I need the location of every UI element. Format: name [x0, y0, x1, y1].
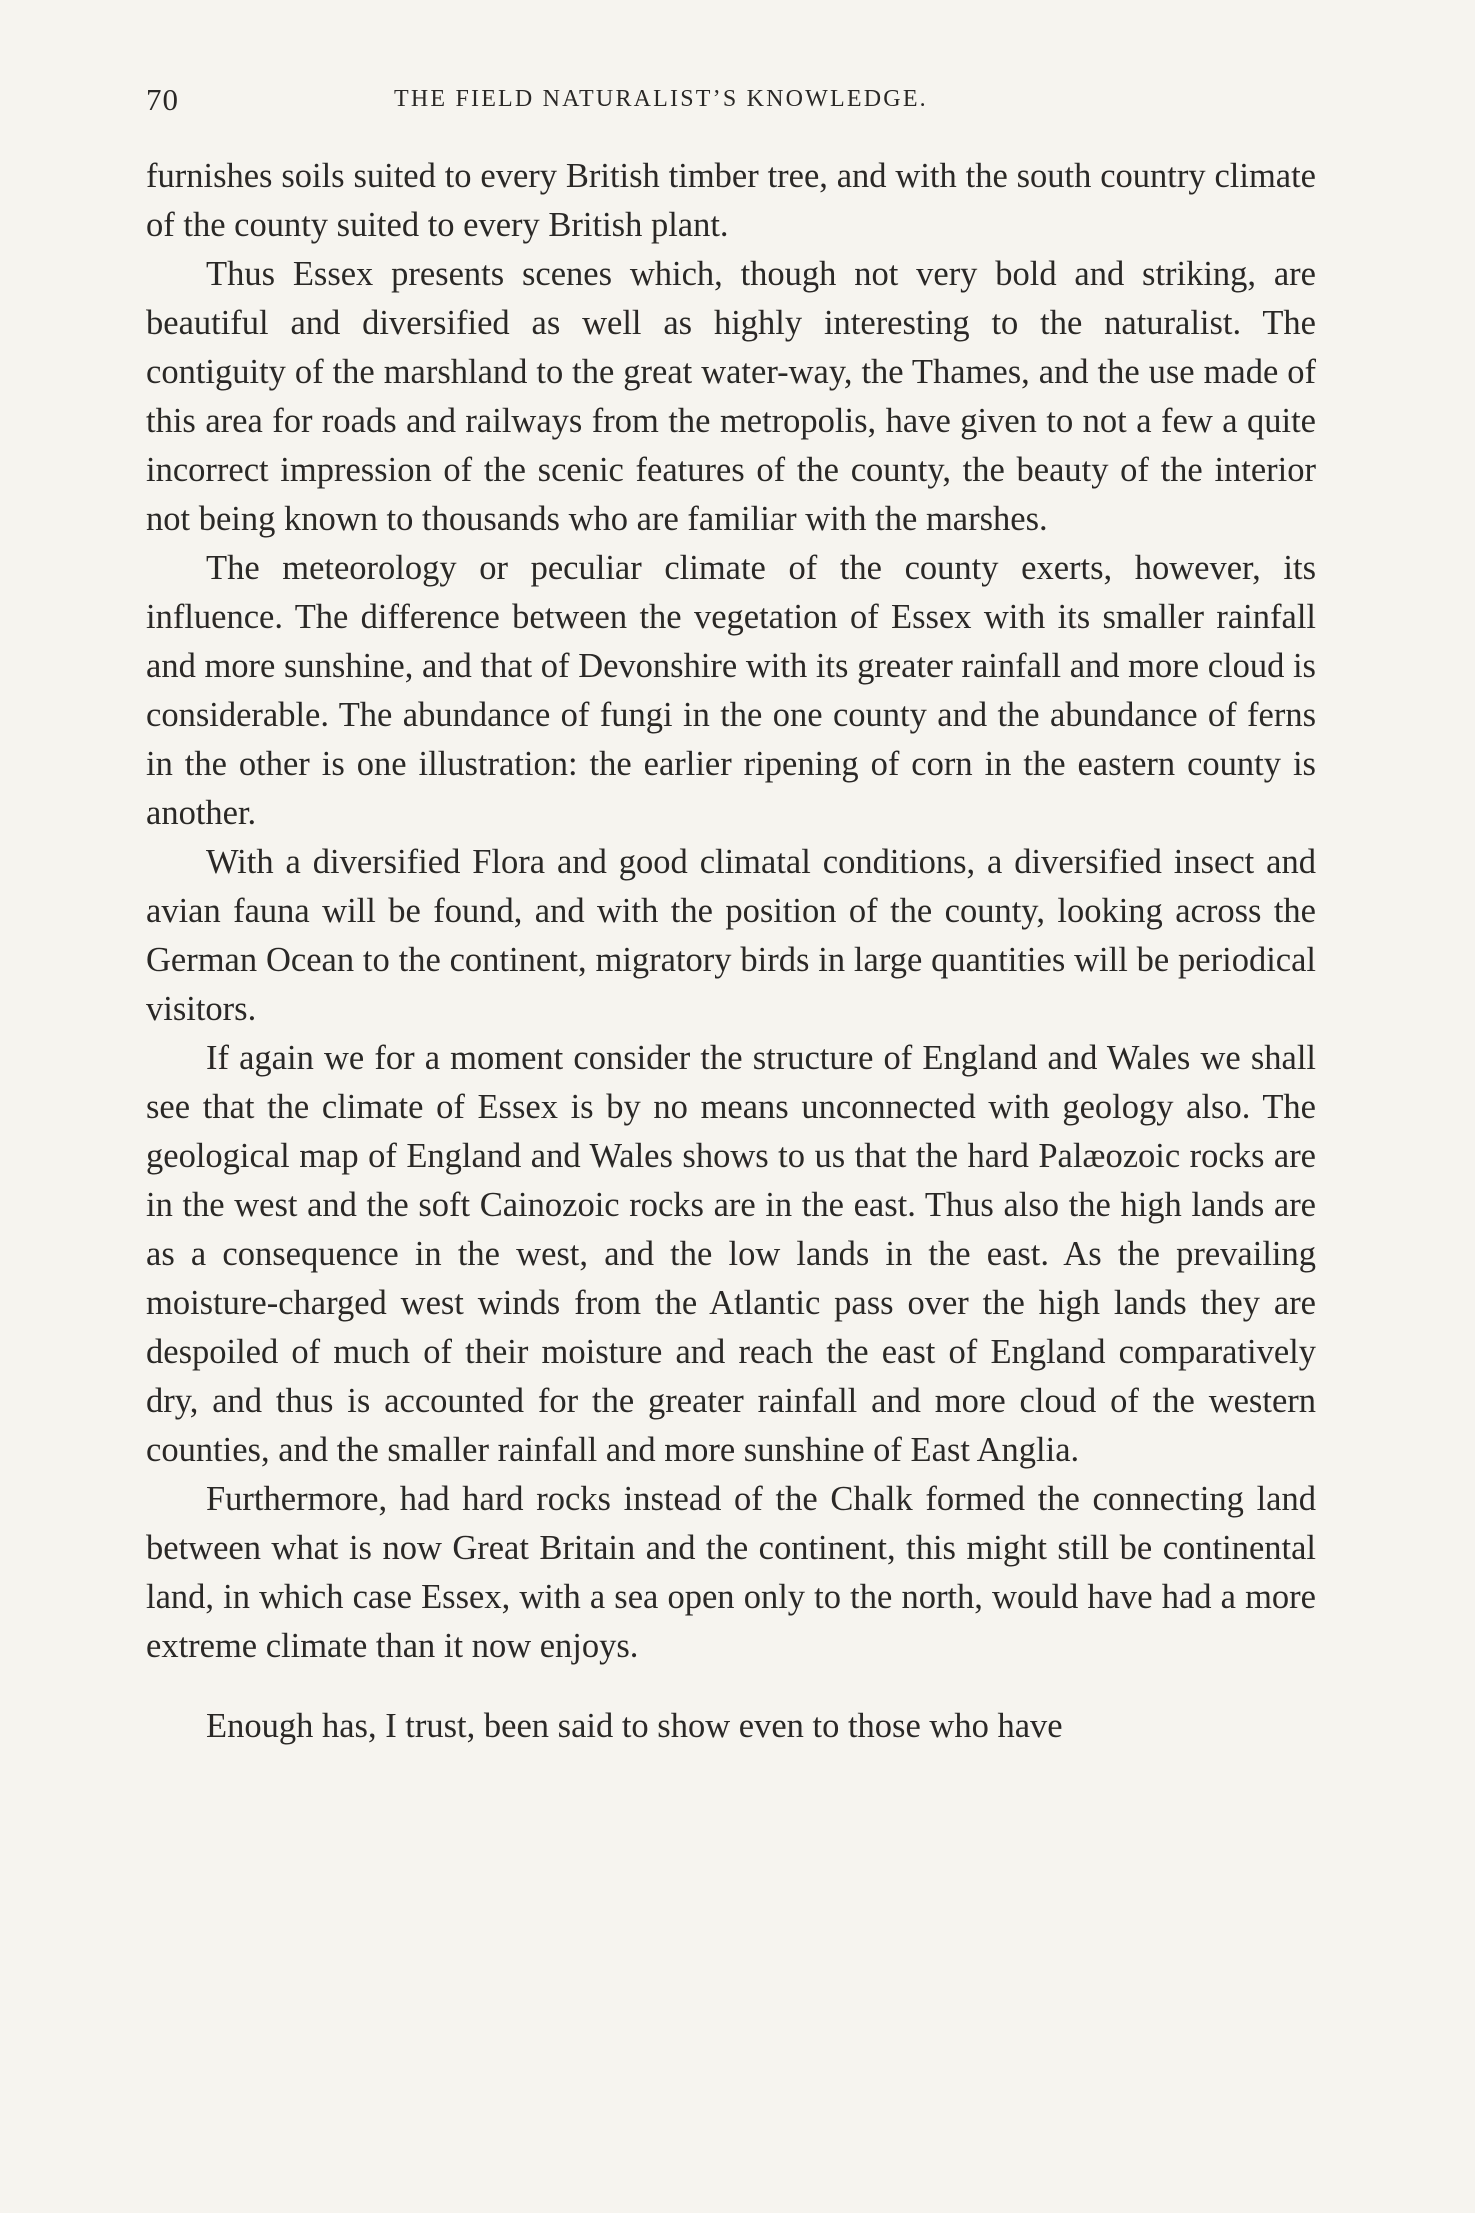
paragraph-7: Enough has, I trust, been said to show even to those who have: [206, 1707, 1063, 1745]
paragraph-2: Thus Essex presents scenes which, though not very bold and striking, are beautiful and diversified as well as highly interesting to the naturalist. The contiguity of the marshland to the great water-way, the Thames, and the use made of this area for roads and railways from the metropolis, have given to not a few a quite incorrect impression of the scenic features of the county, the beauty of the interior not being known to thousands who are familiar with the marshes.: [146, 255, 1316, 538]
page-header: [146, 82, 1316, 126]
paragraph-1: furnishes soils suited to every British timber tree, and with the south country climate of the county suited to every British plant.: [146, 157, 1316, 244]
paragraph-3: The meteorology or peculiar climate of the county exerts, however, its influence. The difference between the vegetation of Essex with its smaller rainfall and more sunshine, and that of Devonshire with its greater rainfall and more cloud is considerable. The abundance of fungi in the one county and the abundance of ferns in the other is one illustration: the earlier ripening of corn in the eastern county is another.: [146, 549, 1316, 832]
running-title: THE FIELD NATURALIST’S KNOWLEDGE.: [394, 86, 928, 112]
paragraph-4: With a diversified Flora and good climatal conditions, a diversified insect and avian fauna will be found, and with the position of the county, looking across the German Ocean to the continent, migratory birds in large quantities will be periodical visitors.: [146, 843, 1316, 1028]
page-number: 70: [146, 82, 179, 117]
body-text: [146, 152, 1316, 1751]
paragraph-5: If again we for a moment consider the structure of England and Wales we shall see that the climate of Essex is by no means unconnected with geology also. The geological map of England and Wales shows to us that the hard Palæozoic rocks are in the west and the soft Cainozoic rocks are in the east. Thus also the high lands are as a consequence in the west, and the low lands in the east. As the prevailing moisture-charged west winds from the Atlantic pass over the high lands they are despoiled of much of their moisture and reach the east of England comparatively dry, and thus is accounted for the greater rainfall and more cloud of the western counties, and the smaller rainfall and more sunshine of East Anglia.: [146, 1039, 1316, 1469]
paragraph-6: Furthermore, had hard rocks instead of the Chalk formed the connecting land between what is now Great Britain and the continent, this might still be continental land, in which case Essex, with a sea open only to the north, would have had a more extreme climate than it now enjoys.: [146, 1480, 1316, 1665]
